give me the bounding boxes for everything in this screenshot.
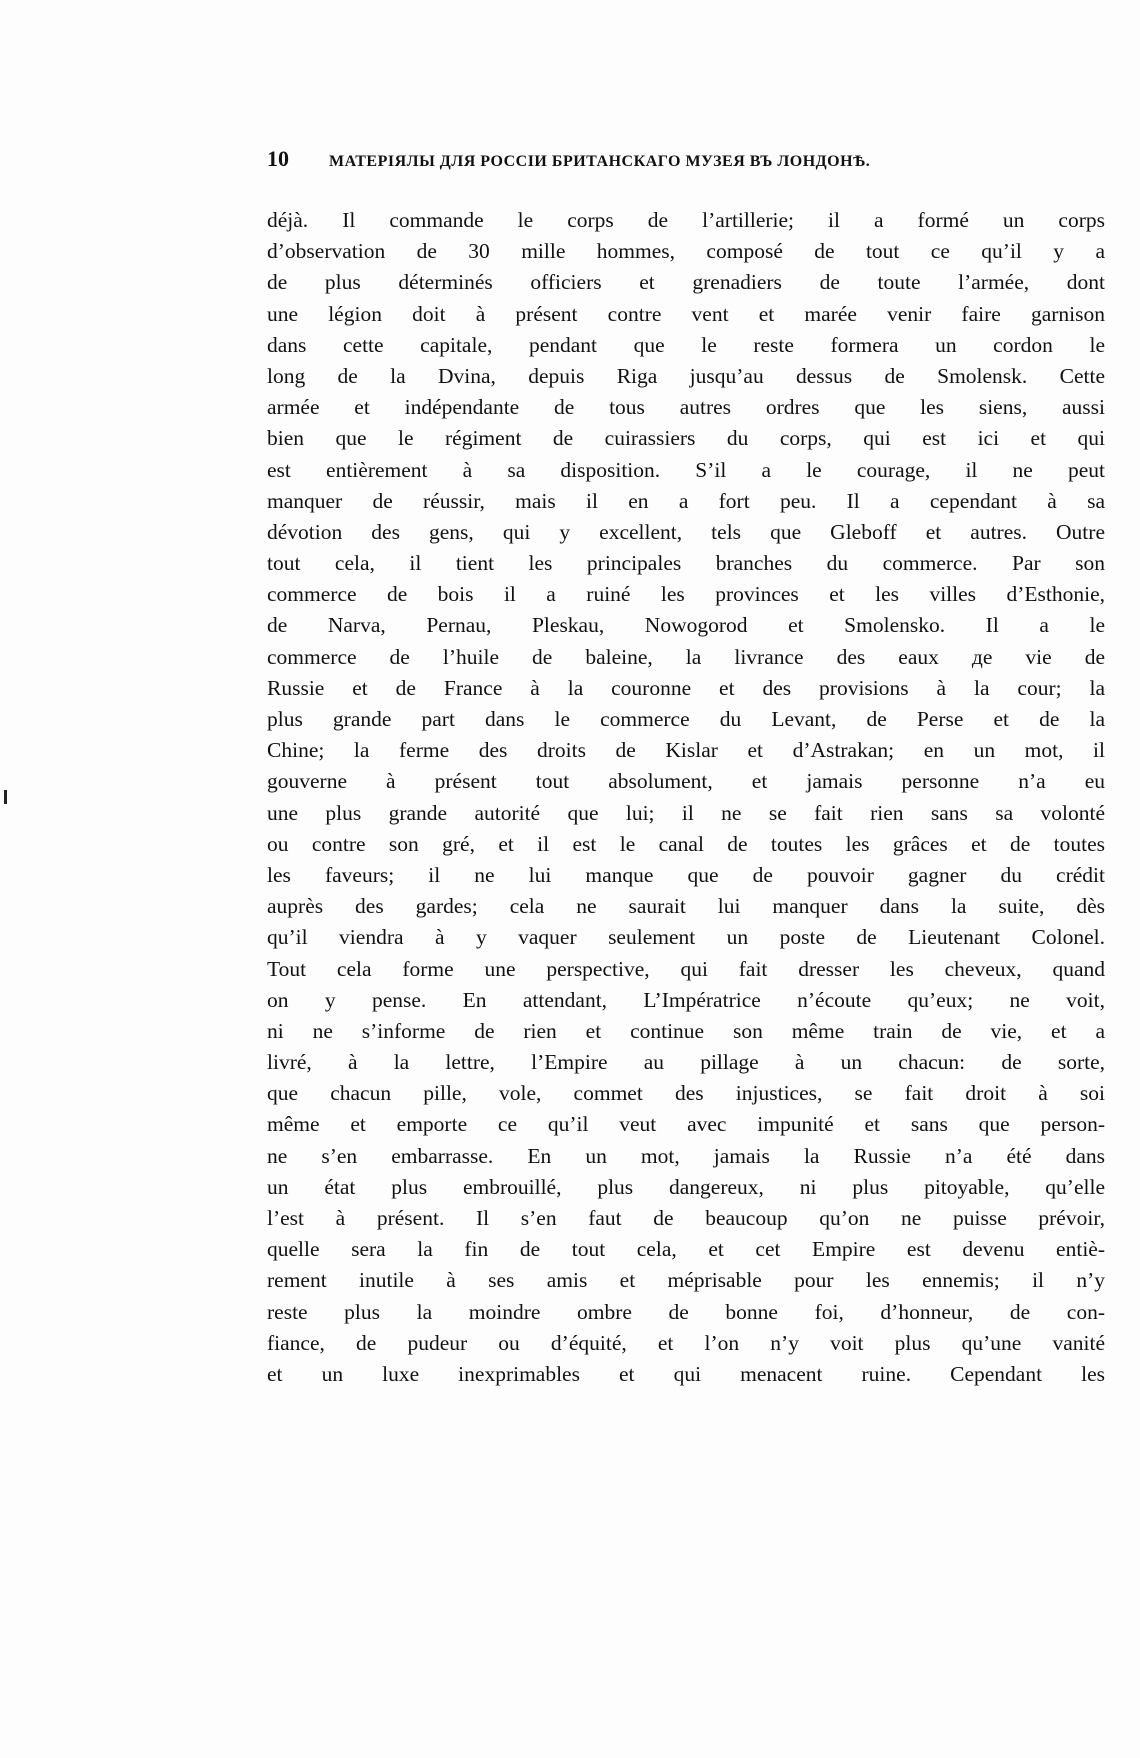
text-line: armée et indépendante de tous autres ordres que les siens, aussi (267, 395, 1105, 420)
text-line: fiance, de pudeur ou d’équité, et l’on n’y voit plus qu’une vanité (267, 1330, 1105, 1355)
text-line: Russie et de France à la couronne et des provisions à la cour; la (267, 675, 1105, 700)
text-line: gouverne à présent tout absolument, et jamais personne n’a eu (267, 769, 1105, 794)
text-line: long de la Dvina, depuis Riga jusqu’au dessus de Smolensk. Cette (267, 363, 1105, 388)
text-line: ou contre son gré, et il est le canal de toutes les grâces et de toutes (267, 831, 1105, 856)
text-line: l’est à présent. Il s’en faut de beaucoup qu’on ne puisse prévoir, (267, 1206, 1105, 1230)
text-line: d’observation de 30 mille hommes, composé de tout ce qu’il y a (267, 239, 1105, 264)
text-line: ni ne s’informe de rien et continue son même train de vie, et a (267, 1018, 1105, 1043)
text-line: rement inutile à ses amis et méprisable pour les ennemis; il n’y (267, 1268, 1105, 1293)
text-line: commerce de l’huile de baleine, la livrance des eaux де vie de (267, 644, 1105, 669)
text-line: dans cette capitale, pendant que le reste formera un cordon le (267, 332, 1105, 357)
text-line: un état plus embrouillé, plus dangereux, ni plus pitoyable, qu’elle (267, 1174, 1105, 1199)
body-text (267, 205, 1105, 1390)
text-line: une légion doit à présent contre vent et marée venir faire garnison (267, 301, 1105, 326)
page-header (267, 146, 1105, 180)
text-line: et un luxe inexprimables et qui menacent ruine. Cependant les (267, 1361, 1105, 1386)
text-line: bien que le régiment de cuirassiers du corps, qui est ici et qui (267, 426, 1105, 451)
text-line: commerce de bois il a ruiné les provinces et les villes d’Esthonie, (267, 582, 1105, 607)
text-line: plus grande part dans le commerce du Levant, de Perse et de la (267, 707, 1105, 731)
text-line: tout cela, il tient les principales branches du commerce. Par son (267, 551, 1105, 576)
text-line: de plus déterminés officiers et grenadiers de toute l’armée, dont (267, 270, 1105, 295)
text-line: qu’il viendra à y vaquer seulement un poste de Lieutenant Colonel. (267, 925, 1105, 950)
text-line: les faveurs; il ne lui manque que de pouvoir gagner du crédit (267, 862, 1105, 887)
text-line: livré, à la lettre, l’Empire au pillage à un chacun: de sorte, (267, 1050, 1105, 1075)
text-line: une plus grande autorité que lui; il ne se fait rien sans sa volonté (267, 800, 1105, 825)
text-line: reste plus la moindre ombre de bonne foi, d’honneur, de con- (267, 1299, 1105, 1324)
margin-mark (4, 790, 7, 804)
text-line: dévotion des gens, qui y excellent, tels que Gleboff et autres. Outre (267, 519, 1105, 544)
text-line: quelle sera la fin de tout cela, et cet Empire est devenu entiè- (267, 1237, 1105, 1262)
text-line: que chacun pille, vole, commet des injustices, se fait droit à soi (267, 1081, 1105, 1106)
running-title: МАТЕРІЯЛЫ ДЛЯ РОССІИ БРИТАНСКАГО МУЗЕЯ ВЪ ЛОНДОНѢ. (329, 153, 871, 170)
text-line: on y pense. En attendant, L’Impératrice n’écoute qu’eux; ne voit, (267, 987, 1105, 1012)
text-line: auprès des gardes; cela ne saurait lui manquer dans la suite, dès (267, 894, 1105, 919)
page-number: 10 (267, 146, 289, 171)
text-line: ne s’en embarrasse. En un mot, jamais la Russie n’a été dans (267, 1143, 1105, 1168)
text-line: de Narva, Pernau, Pleskau, Nowogorod et Smolensko. Il a le (267, 613, 1105, 638)
text-line: déjà. Il commande le corps de l’artillerie; il a formé un corps (267, 208, 1105, 232)
text-line: Tout cela forme une perspective, qui fait dresser les cheveux, quand (267, 956, 1105, 981)
text-line: manquer de réussir, mais il en a fort peu. Il a cependant à sa (267, 488, 1105, 513)
text-line: est entièrement à sa disposition. S’il a le courage, il ne peut (267, 457, 1105, 482)
text-line: Chine; la ferme des droits de Kislar et d’Astrakan; en un mot, il (267, 738, 1105, 763)
text-line: même et emporte ce qu’il veut avec impunité et sans que person- (267, 1112, 1105, 1137)
